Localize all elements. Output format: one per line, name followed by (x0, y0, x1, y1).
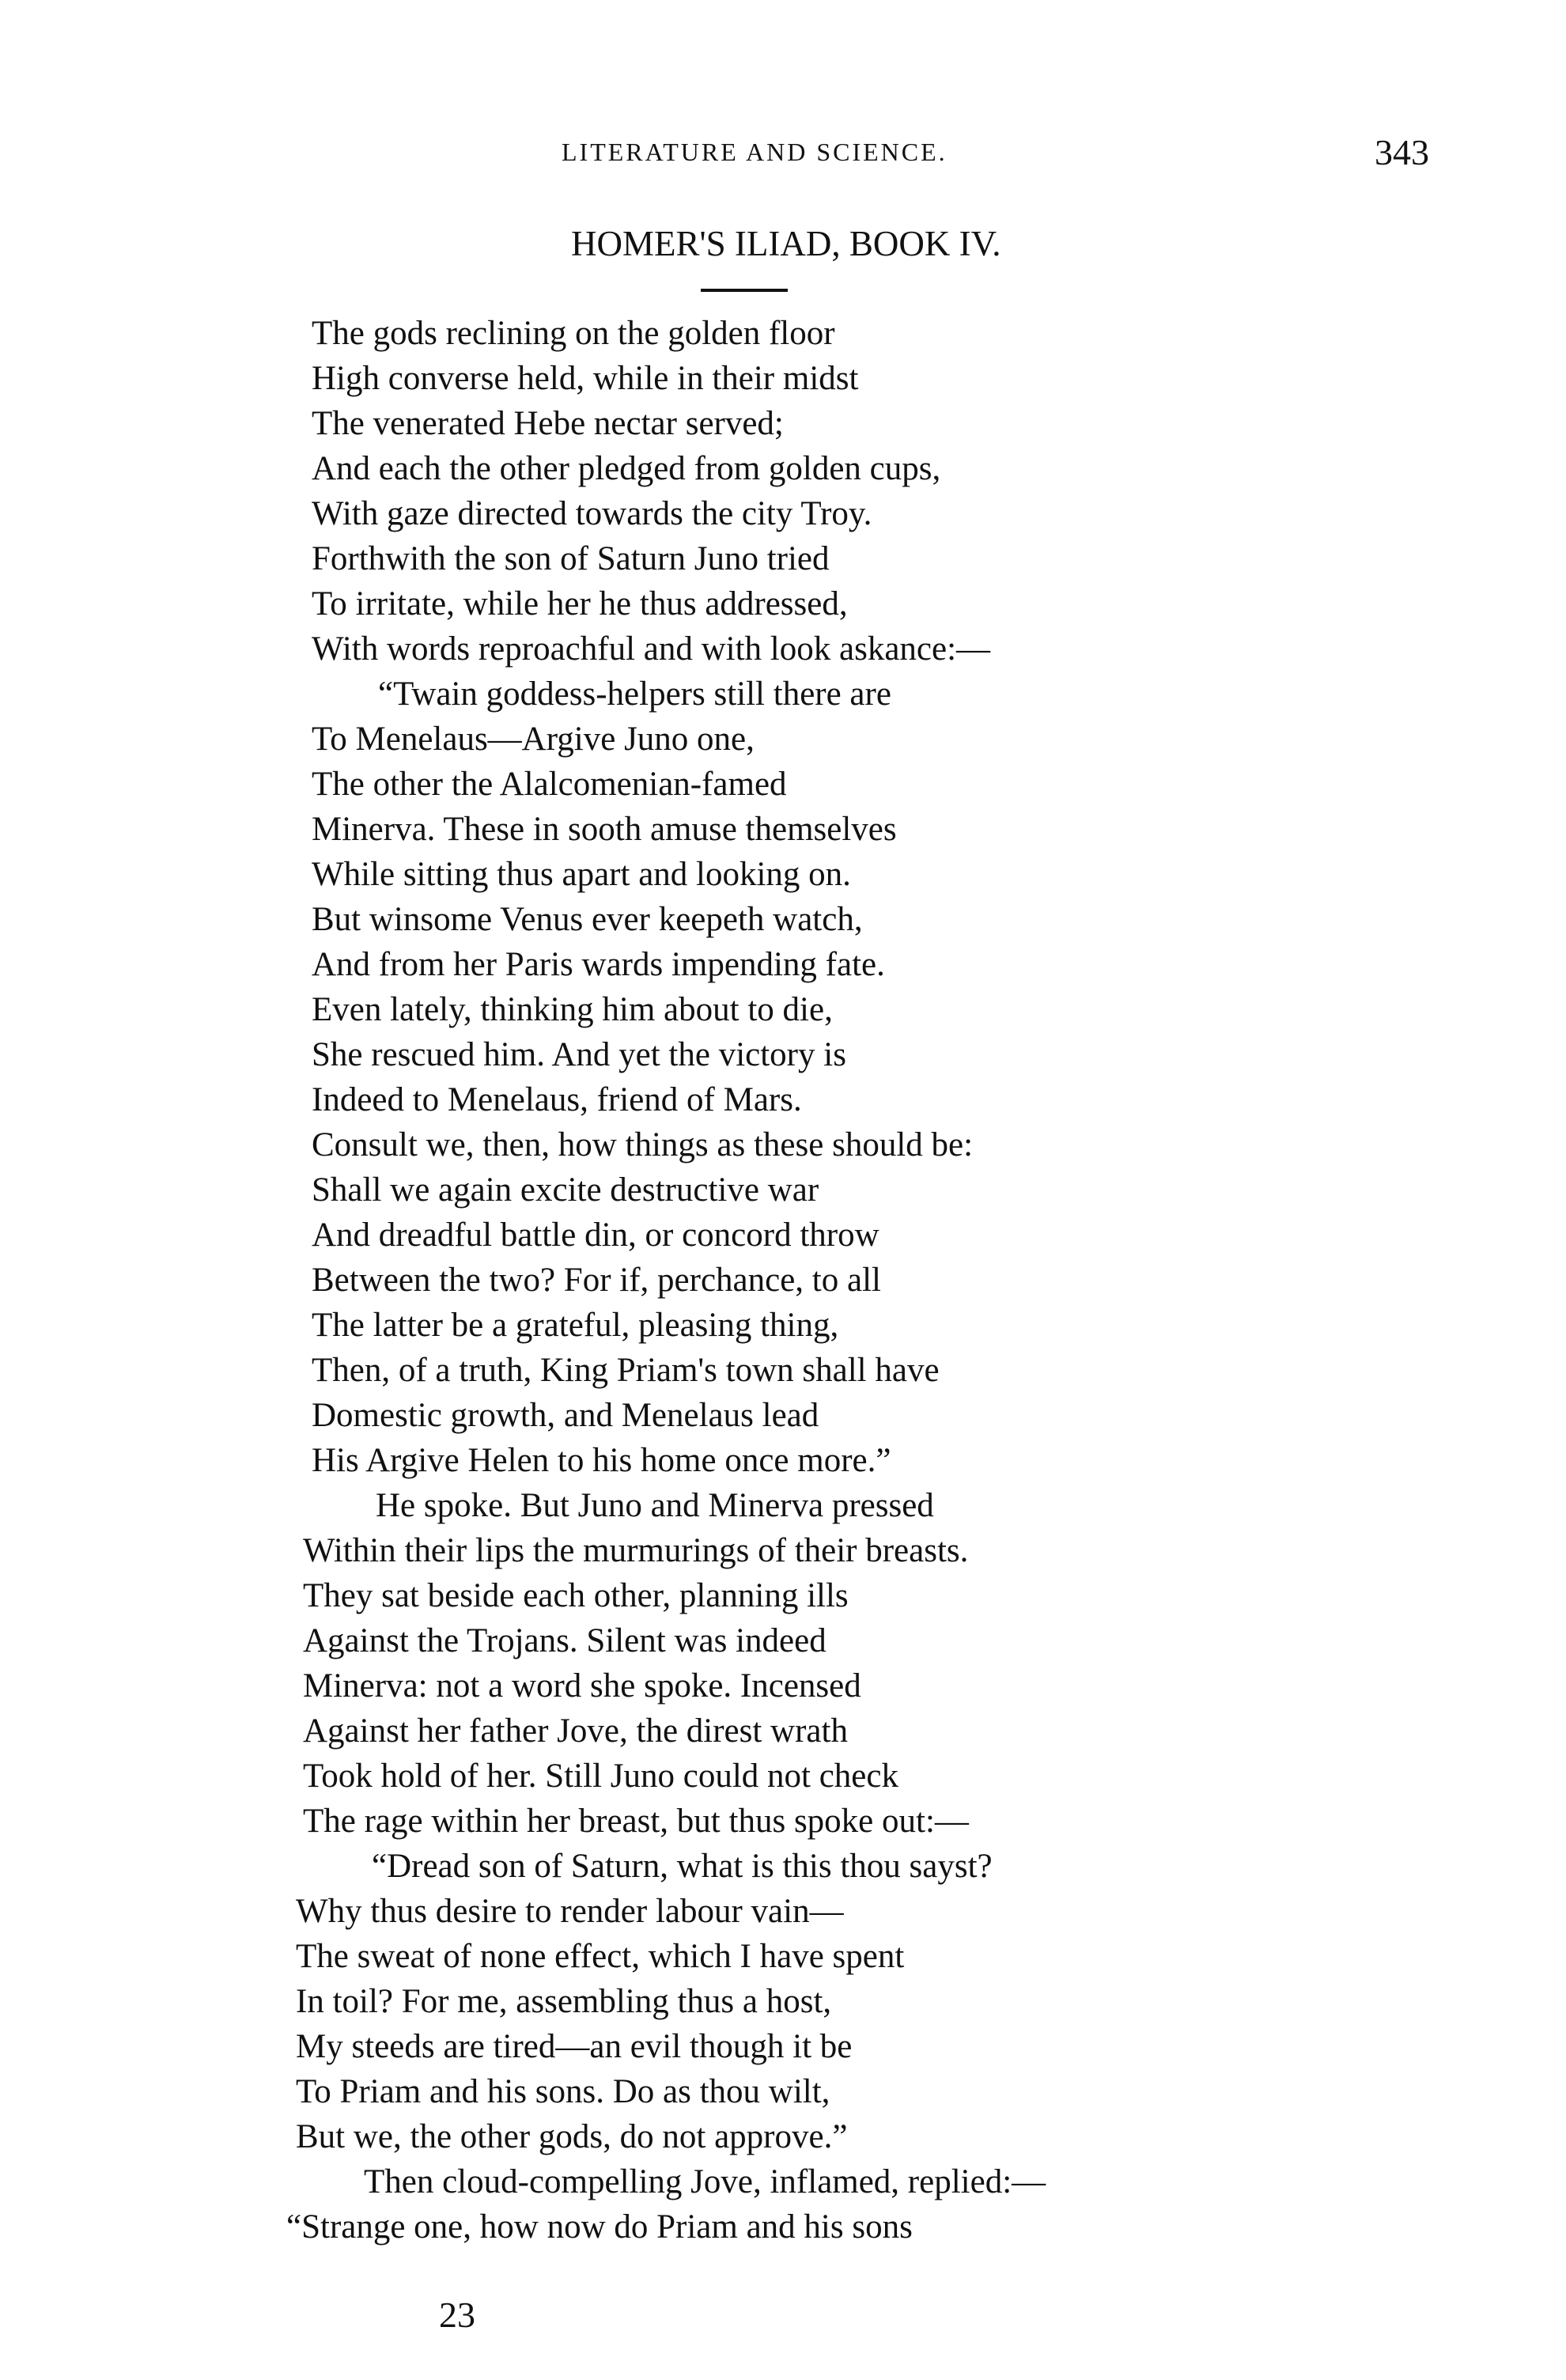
poem-line: The venerated Hebe nectar served; (312, 405, 784, 442)
poem-line: The sweat of none effect, which I have spent (296, 1938, 905, 1975)
poem-line: To Menelaus—Argive Juno one, (312, 721, 755, 758)
poem-line: While sitting thus apart and looking on. (312, 856, 851, 893)
poem-line: Between the two? For if, perchance, to all (312, 1262, 881, 1299)
poem-line: They sat beside each other, planning ills (303, 1577, 849, 1614)
poem-line: His Argive Helen to his home once more.” (312, 1442, 891, 1479)
poem-line: Shall we again excite destructive war (312, 1171, 819, 1209)
poem-line: But we, the other gods, do not approve.” (296, 2118, 848, 2155)
poem-title: HOMER'S ILIAD, BOOK IV. (571, 224, 1001, 263)
poem-line: Then, of a truth, King Priam's town shall have (312, 1352, 940, 1389)
poem-line: With gaze directed towards the city Troy. (312, 495, 872, 532)
poem-line: She rescued him. And yet the victory is (312, 1036, 846, 1073)
poem-line: To Priam and his sons. Do as thou wilt, (296, 2073, 830, 2110)
poem-line: And each the other pledged from golden cups, (312, 450, 941, 487)
poem-line: Minerva. These in sooth amuse themselves (312, 811, 897, 848)
poem-line: Within their lips the murmurings of their breasts. (303, 1532, 969, 1569)
poem-line: With words reproachful and with look askance:— (312, 630, 991, 668)
poem-line: “Strange one, how now do Priam and his sons (286, 2208, 913, 2246)
poem-line: Forthwith the son of Saturn Juno tried (312, 540, 830, 577)
poem-line: Domestic growth, and Menelaus lead (312, 1397, 819, 1434)
poem-line: And from her Paris wards impending fate. (312, 946, 885, 983)
poem-line: Against her father Jove, the direst wrath (303, 1712, 848, 1750)
poem-line: My steeds are tired—an evil though it be (296, 2028, 853, 2065)
poem-line: The gods reclining on the golden floor (312, 315, 835, 352)
poem-line: Consult we, then, how things as these should be: (312, 1126, 974, 1164)
poem-line: Even lately, thinking him about to die, (312, 991, 833, 1028)
poem-line: The latter be a grateful, pleasing thing, (312, 1307, 839, 1344)
poem-line: Against the Trojans. Silent was indeed (303, 1622, 826, 1659)
poem-line: Indeed to Menelaus, friend of Mars. (312, 1081, 802, 1118)
signature-mark: 23 (439, 2295, 475, 2335)
poem-line: “Twain goddess-helpers still there are (378, 675, 891, 713)
poem-line: The other the Alalcomenian-famed (312, 766, 787, 803)
poem-line: Took hold of her. Still Juno could not check (303, 1758, 898, 1795)
poem-line: “Dread son of Saturn, what is this thou sayst? (372, 1848, 993, 1885)
poem-line: To irritate, while her he thus addressed, (312, 585, 848, 622)
poem-line: Minerva: not a word she spoke. Incensed (303, 1667, 861, 1705)
page-number: 343 (1375, 132, 1429, 172)
poem-line: Then cloud-compelling Jove, inflamed, replied:— (364, 2163, 1046, 2200)
poem-line: High converse held, while in their midst (312, 360, 859, 397)
poem-line: In toil? For me, assembling thus a host, (296, 1983, 832, 2020)
poem-line: Why thus desire to render labour vain— (296, 1893, 844, 1930)
running-head: LITERATURE AND SCIENCE. (562, 138, 948, 166)
poem-line: But winsome Venus ever keepeth watch, (312, 901, 863, 938)
poem-line: And dreadful battle din, or concord throw (312, 1216, 879, 1254)
poem-line: The rage within her breast, but thus spoke out:— (303, 1803, 969, 1840)
poem-line: He spoke. But Juno and Minerva pressed (376, 1487, 934, 1524)
